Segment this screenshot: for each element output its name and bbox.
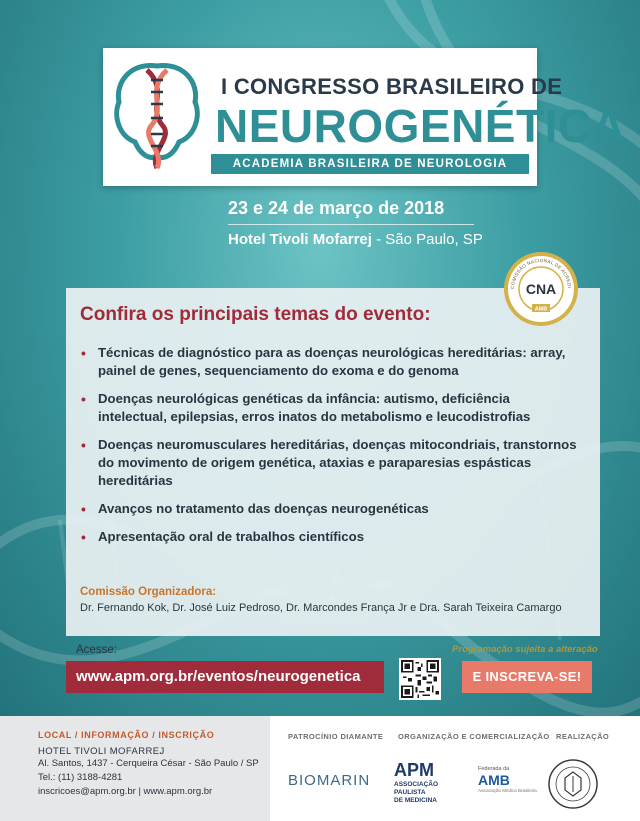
biomarin-logo: BIOMARIN (288, 772, 371, 789)
comissao-title: Comissão Organizadora: (80, 586, 217, 598)
congress-title-line1: I CONGRESSO BRASILEIRO DE (221, 74, 563, 99)
academia-banner: ACADEMIA BRASILEIRA DE NEUROLOGIA (211, 154, 529, 174)
seal-ring-text: COMISSÃO NACIONAL DE ACREDI (509, 257, 572, 290)
venue-city: - São Paulo, SP (371, 231, 483, 248)
bullet-icon: • (81, 501, 86, 517)
footer-info-panel (0, 716, 270, 821)
date-divider (228, 224, 474, 225)
seal-amb-text: AMB (534, 306, 548, 313)
list-item (80, 390, 580, 426)
event-url-link[interactable]: www.apm.org.br/eventos/neurogenetica (66, 661, 384, 693)
theme-text: Doenças neurológicas genéticas da infância: autismo, deficiência intelectual, epilepsias, erros inatos do metabolismo e leucodistrofias (98, 391, 531, 424)
list-item (80, 528, 580, 546)
phone-number: Tel.: (11) 3188-4281 (38, 772, 123, 783)
qr-code-icon[interactable] (399, 658, 441, 700)
cna-seal-icon (502, 250, 580, 328)
comissao-names: Dr. Fernando Kok, Dr. José Luiz Pedroso, Dr. Marcondes França Jr e Dra. Sarah Teixeira Camargo (80, 602, 562, 614)
bullet-icon: • (81, 391, 86, 407)
apm-subtitle-1: ASSOCIAÇÃO PAULISTA (394, 781, 439, 796)
abn-seal-icon (547, 758, 599, 810)
amb-federada: Federada da (478, 766, 510, 772)
local-info-label: LOCAL / INFORMAÇÃO / INSCRIÇÃO (38, 730, 215, 740)
list-item (80, 344, 580, 380)
theme-text: Avanços no tratamento das doenças neurogenéticas (98, 501, 429, 516)
realizacao-label: REALIZAÇÃO (556, 732, 610, 741)
apm-subtitle-2: DE MEDICINA (394, 797, 437, 804)
event-date: 23 e 24 de março de 2018 (228, 198, 445, 218)
apm-logo (394, 760, 462, 804)
sponsor-label: PATROCÍNIO DIAMANTE (288, 732, 384, 741)
amb-logo (478, 766, 538, 800)
hotel-address: Al. Santos, 1437 - Cerqueira César - São Paulo / SP (38, 758, 259, 769)
amb-subtitle: Associação Médica Brasileira (478, 788, 537, 793)
theme-text: Doenças neuromusculares hereditárias, doenças mitocondriais, transtornos do movimento de origem genética, ataxias e paraparesias espásticas hereditárias (98, 437, 577, 488)
register-button[interactable]: E INSCREVA-SE! (462, 661, 592, 693)
list-item (80, 500, 580, 518)
theme-text: Técnicas de diagnóstico para as doenças neurológicas hereditárias: array, painel de genes, sequenciamento do exoma e do genoma (98, 345, 566, 378)
hotel-name: HOTEL TIVOLI MOFARREJ (38, 746, 165, 757)
event-venue (228, 231, 483, 248)
footer (0, 716, 640, 821)
congress-title-line2: NEUROGENÉTICA (215, 100, 626, 152)
themes-list (80, 344, 580, 556)
themes-title: Confira os principais temas do evento: (80, 304, 431, 325)
organization-label: ORGANIZAÇÃO E COMERCIALIZAÇÃO (398, 732, 550, 741)
theme-text: Apresentação oral de trabalhos científicos (98, 529, 365, 544)
contact-links[interactable]: inscricoes@apm.org.br | www.apm.org.br (38, 786, 213, 797)
seal-cna-text: CNA (525, 281, 557, 297)
event-header-card (103, 48, 626, 186)
themes-card (66, 288, 600, 636)
bullet-icon: • (81, 437, 86, 453)
access-label: Acesse: (76, 644, 117, 656)
amb-logo-text: AMB (478, 772, 510, 788)
apm-logo-text: APM (394, 760, 434, 780)
venue-name: Hotel Tivoli Mofarrej (228, 231, 372, 248)
bullet-icon: • (81, 345, 86, 361)
bullet-icon: • (81, 529, 86, 545)
schedule-notice: Programação sujeita a alteração (452, 644, 598, 655)
list-item (80, 436, 580, 490)
brain-dna-icon (111, 56, 203, 170)
